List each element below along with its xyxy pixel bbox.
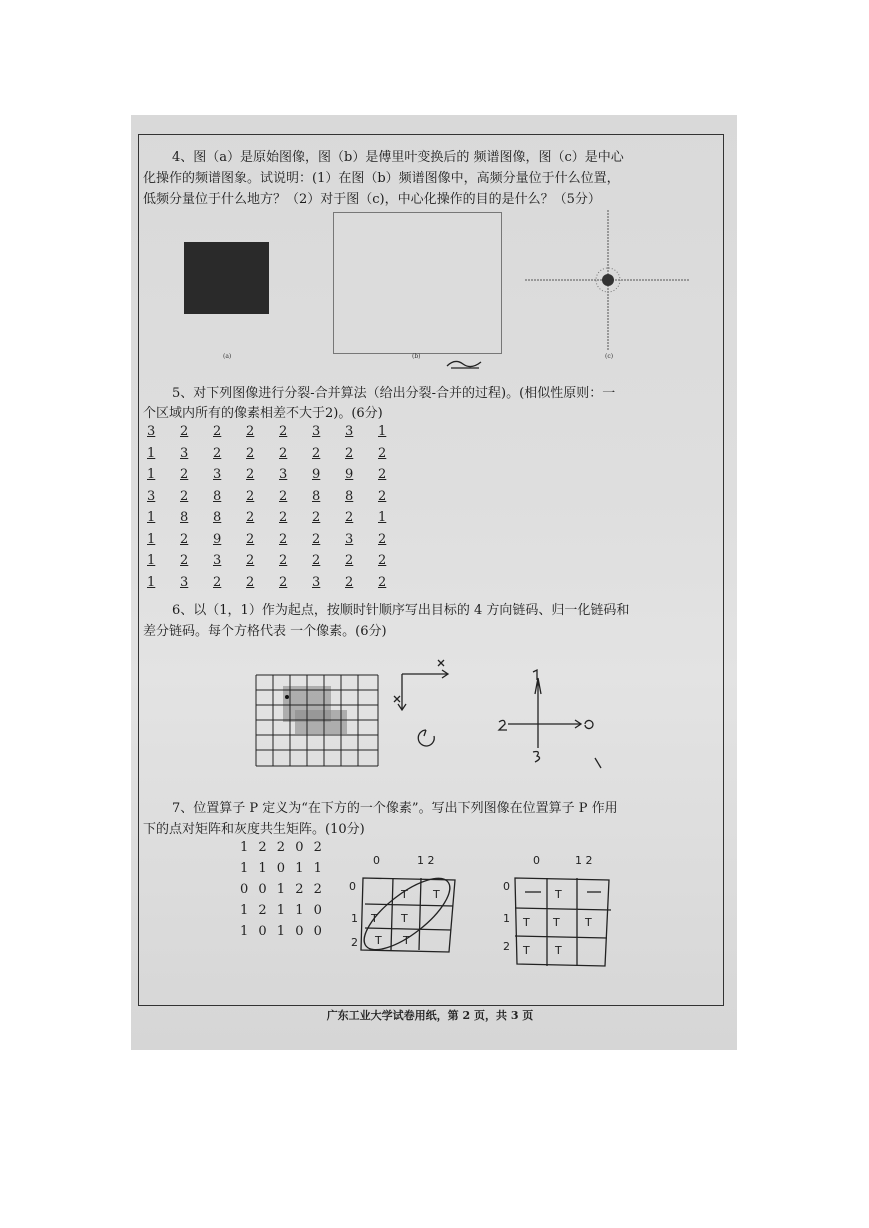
matrix-cell: 2 xyxy=(279,488,288,504)
matrix-cell: 1 xyxy=(147,445,156,461)
handwritten-scribble xyxy=(445,356,485,372)
matrix-cell: 2 xyxy=(246,488,255,504)
matrix-row xyxy=(147,424,411,446)
matrix-row: 1 2 1 1 0 xyxy=(240,903,325,918)
svg-text:T: T xyxy=(555,888,562,901)
q7-line2: 下的点对矩阵和灰度共生矩阵。(10分) xyxy=(143,822,365,837)
matrix-cell: 2 xyxy=(312,553,321,568)
caption-b: (b) xyxy=(412,353,421,360)
matrix-cell: 3 xyxy=(180,574,189,590)
q5-line2: 个区域内所有的像素相差不大于2)。(6分) xyxy=(143,406,383,421)
q7-point-pair-sketch xyxy=(345,850,465,955)
matrix-row xyxy=(147,489,411,511)
matrix-cell: 8 xyxy=(345,488,354,504)
matrix-cell: 2 xyxy=(246,467,255,482)
figure-c-centered-spectrum xyxy=(520,210,700,355)
q7-image-matrix xyxy=(240,840,325,945)
svg-text:T: T xyxy=(585,916,592,929)
svg-text:1 2: 1 2 xyxy=(417,854,435,867)
matrix-cell: 8 xyxy=(213,488,222,504)
svg-text:T: T xyxy=(523,916,530,929)
matrix-cell: 2 xyxy=(378,574,387,590)
svg-text:1: 1 xyxy=(503,912,510,925)
svg-text:1: 1 xyxy=(351,912,358,925)
svg-text:2: 2 xyxy=(503,940,510,953)
matrix-cell: 3 xyxy=(345,531,354,547)
matrix-cell: 2 xyxy=(378,553,387,568)
svg-text:T: T xyxy=(553,916,560,929)
matrix-cell: 8 xyxy=(312,488,321,504)
matrix-cell: 2 xyxy=(180,531,189,547)
svg-text:0: 0 xyxy=(533,854,540,867)
matrix-cell: 2 xyxy=(246,553,255,568)
caption-a: (a) xyxy=(223,353,232,360)
matrix-cell: 2 xyxy=(213,574,222,590)
q6-line2: 差分链码。每个方格代表 一个像素。(6分) xyxy=(143,624,387,639)
q5-line1: 5、对下列图像进行分裂-合并算法（给出分裂-合并的过程)。(相似性原则：一 xyxy=(172,386,616,401)
svg-text:T: T xyxy=(403,934,410,947)
q6-pixel-grid xyxy=(255,674,379,767)
matrix-cell: 2 xyxy=(180,488,189,504)
matrix-cell: 3 xyxy=(147,488,156,504)
q7-line1: 7、位置算子 P 定义为“在下方的一个像素”。写出下列图像在位置算子 P 作用 xyxy=(172,801,618,816)
svg-text:0: 0 xyxy=(349,880,356,893)
svg-text:T: T xyxy=(375,934,382,947)
matrix-cell: 2 xyxy=(213,445,222,461)
matrix-cell: 2 xyxy=(180,553,189,568)
matrix-cell: 1 xyxy=(147,574,156,590)
matrix-cell: 9 xyxy=(312,467,321,482)
q6-direction-sketch xyxy=(493,668,611,774)
svg-text:T: T xyxy=(401,888,408,901)
q4-line1: 4、图（a）是原始图像，图（b）是傅里叶变换后的 频谱图像，图（c）是中心 xyxy=(172,150,624,165)
matrix-cell: 2 xyxy=(345,510,354,525)
matrix-row: 1 1 0 1 1 xyxy=(240,861,325,876)
q6-axis-sketch xyxy=(390,652,460,752)
matrix-row xyxy=(147,553,411,575)
matrix-row xyxy=(147,575,411,597)
matrix-cell: 3 xyxy=(345,424,354,439)
matrix-cell: 2 xyxy=(345,553,354,568)
matrix-cell: 2 xyxy=(345,445,354,461)
matrix-cell: 3 xyxy=(147,424,156,439)
matrix-row xyxy=(147,532,411,554)
matrix-cell: 1 xyxy=(378,510,387,525)
matrix-cell: 2 xyxy=(180,467,189,482)
matrix-cell: 3 xyxy=(312,424,321,439)
svg-text:T: T xyxy=(371,912,378,925)
matrix-cell: 2 xyxy=(246,510,255,525)
matrix-cell: 2 xyxy=(279,510,288,525)
matrix-cell: 2 xyxy=(312,531,321,547)
svg-text:T: T xyxy=(555,944,562,957)
matrix-cell: 9 xyxy=(213,531,222,547)
matrix-cell: 2 xyxy=(345,574,354,590)
matrix-row xyxy=(147,446,411,468)
matrix-cell: 3 xyxy=(279,467,288,482)
matrix-cell: 3 xyxy=(180,445,189,461)
matrix-cell: 2 xyxy=(312,445,321,461)
matrix-cell: 2 xyxy=(279,531,288,547)
matrix-cell: 2 xyxy=(279,553,288,568)
matrix-cell: 1 xyxy=(147,510,156,525)
matrix-cell: 2 xyxy=(279,445,288,461)
matrix-cell: 2 xyxy=(378,445,387,461)
svg-text:T: T xyxy=(401,912,408,925)
caption-c: (c) xyxy=(605,353,614,360)
matrix-cell: 1 xyxy=(147,467,156,482)
figure-b-spectrum xyxy=(333,212,502,354)
q7-cooccurrence-sketch xyxy=(497,850,617,970)
q5-image-matrix xyxy=(147,424,411,596)
svg-text:0: 0 xyxy=(373,854,380,867)
matrix-cell: 1 xyxy=(378,424,387,439)
figure-a-original-image xyxy=(184,242,269,314)
matrix-cell: 2 xyxy=(246,574,255,590)
matrix-cell: 3 xyxy=(312,574,321,590)
q4-line2: 化操作的频谱图象。试说明：(1）在图（b）频谱图像中，高频分量位于什么位置， xyxy=(143,171,620,186)
svg-text:0: 0 xyxy=(503,880,510,893)
matrix-cell: 8 xyxy=(213,510,222,525)
matrix-cell: 2 xyxy=(378,531,387,547)
matrix-cell: 2 xyxy=(246,445,255,461)
q4-line3: 低频分量位于什么地方？（2）对于图（c)，中心化操作的目的是什么？（5分） xyxy=(143,192,601,207)
matrix-cell: 3 xyxy=(213,467,222,482)
matrix-row: 1 2 2 0 2 xyxy=(240,840,325,855)
matrix-cell: 9 xyxy=(345,467,354,482)
svg-text:T: T xyxy=(523,944,530,957)
svg-text:2: 2 xyxy=(351,936,358,949)
matrix-cell: 2 xyxy=(180,424,189,439)
matrix-row: 0 0 1 2 2 xyxy=(240,882,325,897)
matrix-cell: 2 xyxy=(279,424,288,439)
q6-line1: 6、以（1，1）作为起点，按顺时针顺序写出目标的 4 方向链码、归一化链码和 xyxy=(172,603,630,618)
matrix-cell: 8 xyxy=(180,510,189,525)
svg-text:T: T xyxy=(433,888,440,901)
matrix-cell: 3 xyxy=(213,553,222,568)
matrix-row xyxy=(147,467,411,489)
matrix-cell: 2 xyxy=(246,424,255,439)
matrix-cell: 2 xyxy=(312,510,321,525)
matrix-cell: 2 xyxy=(246,531,255,547)
matrix-row xyxy=(147,510,411,532)
matrix-cell: 2 xyxy=(213,424,222,439)
matrix-cell: 1 xyxy=(147,553,156,568)
matrix-row: 1 0 1 0 0 xyxy=(240,924,325,939)
matrix-cell: 1 xyxy=(147,531,156,547)
matrix-cell: 2 xyxy=(378,488,387,504)
matrix-cell: 2 xyxy=(279,574,288,590)
page-footer: 广东工业大学试卷用纸，第 2 页，共 3 页 xyxy=(326,1009,534,1022)
svg-text:1 2: 1 2 xyxy=(575,854,593,867)
matrix-cell: 2 xyxy=(378,467,387,482)
